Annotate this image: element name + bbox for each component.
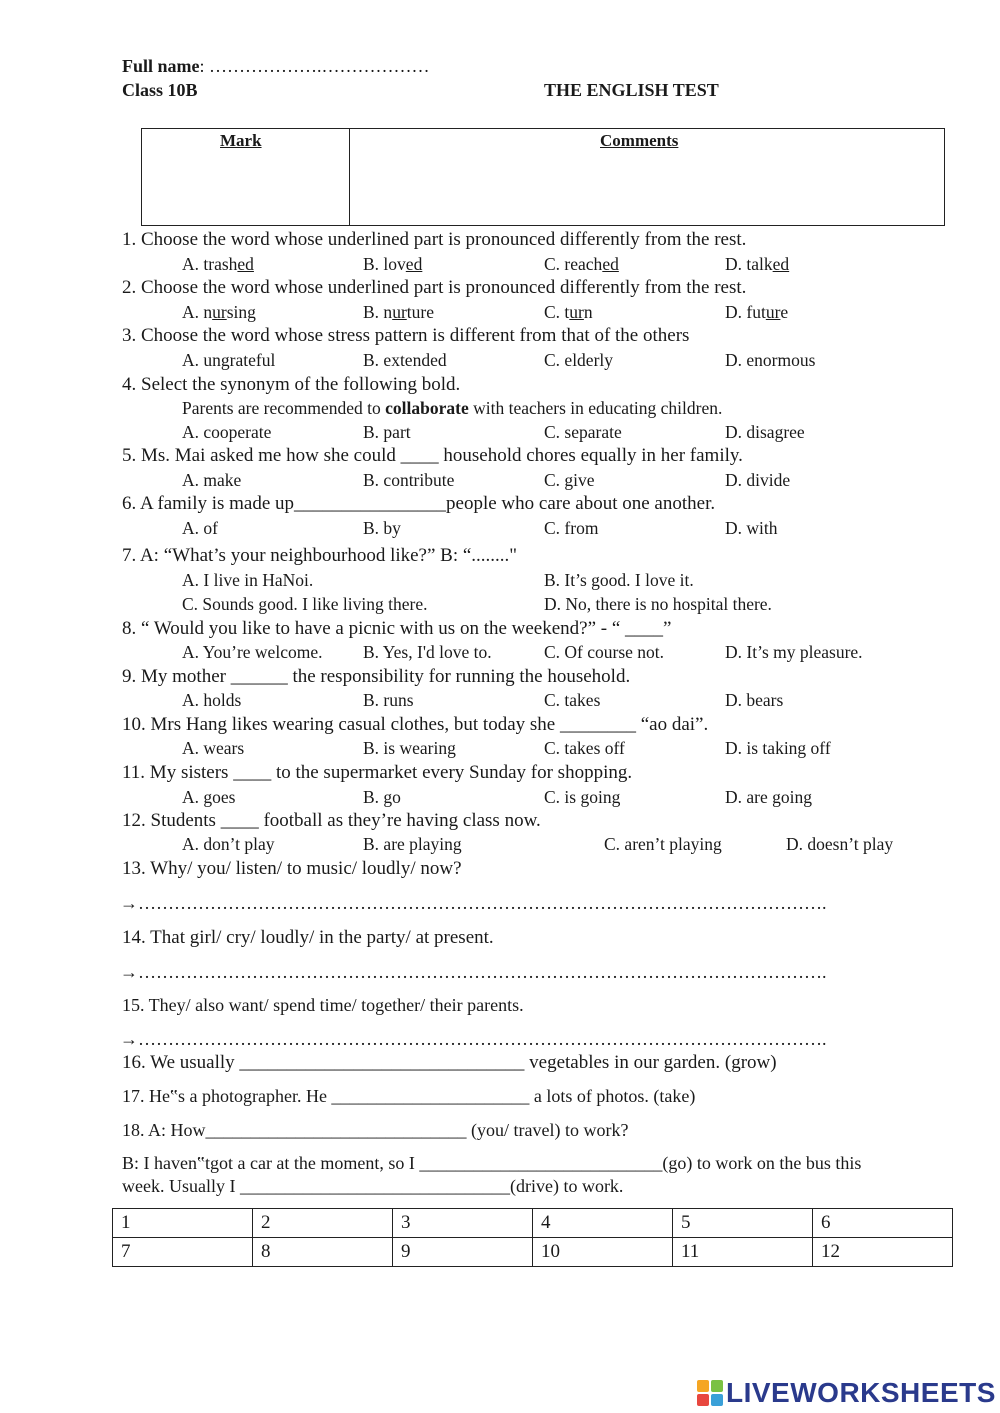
q17-stem[interactable]: 17. He‟s a photographer. He ______________________ a lots of photos. (take)	[122, 1086, 696, 1106]
q11-stem: 11. My sisters ____ to the supermarket every Sunday for shopping.	[122, 762, 633, 783]
q10-option-c[interactable]: C. takes off	[544, 738, 625, 758]
q10-option-d[interactable]: D. is taking off	[725, 738, 831, 758]
logo-square	[711, 1394, 723, 1406]
logo-square	[697, 1394, 709, 1406]
q2-option-b[interactable]: B. nurture	[363, 302, 434, 322]
q9-option-a[interactable]: A. holds	[182, 690, 242, 710]
answer-grid-row	[113, 1238, 953, 1267]
answer-cell[interactable]: 8	[253, 1238, 393, 1267]
q1-option-a[interactable]: A. trashed	[182, 254, 254, 274]
q7-option-d[interactable]: D. No, there is no hospital there.	[544, 594, 772, 614]
q1-option-d[interactable]: D. talked	[725, 254, 790, 274]
answer-cell[interactable]: 5	[673, 1209, 813, 1238]
q4-option-b[interactable]: B. part	[363, 422, 411, 442]
q3-option-c[interactable]: C. elderly	[544, 350, 614, 370]
brand-logo-icon	[697, 1380, 723, 1406]
q9-stem: 9. My mother ______ the responsibility for running the household.	[122, 666, 631, 687]
q18-line3[interactable]: week. Usually I ______________________________(drive) to work.	[122, 1176, 624, 1196]
q7-stem: 7. A: “What’s your neighbourhood like?” B: “........"	[122, 545, 518, 566]
answer-cell[interactable]: 6	[813, 1209, 953, 1238]
q2-option-a[interactable]: A. nursing	[182, 302, 256, 322]
q4-stem: 4. Select the synonym of the following bold.	[122, 374, 461, 395]
q4-option-d[interactable]: D. disagree	[725, 422, 805, 442]
q5-option-b[interactable]: B. contribute	[363, 470, 455, 490]
q18-line2[interactable]: B: I haven‟tgot a car at the moment, so I ___________________________(go) to work on the bus this	[122, 1153, 862, 1173]
q2-option-c[interactable]: C. turn	[544, 302, 593, 322]
q8-stem: 8. “ Would you like to have a picnic with us on the weekend?” - “ ____”	[122, 618, 672, 639]
q6-option-c[interactable]: C. from	[544, 518, 599, 538]
q2-stem: 2. Choose the word whose underlined part is pronounced differently from the rest.	[122, 277, 747, 298]
q13-stem: 13. Why/ you/ listen/ to music/ loudly/ now?	[122, 858, 462, 879]
q1-option-c[interactable]: C. reached	[544, 254, 619, 274]
q5-option-c[interactable]: C. give	[544, 470, 595, 490]
q7-option-b[interactable]: B. It’s good. I love it.	[544, 570, 694, 590]
q12-option-c[interactable]: C. aren’t playing	[604, 834, 722, 854]
q11-option-c[interactable]: C. is going	[544, 787, 621, 807]
table-divider	[349, 129, 350, 225]
q6-stem: 6. A family is made up________________people who care about one another.	[122, 493, 716, 514]
q3-option-b[interactable]: B. extended	[363, 350, 447, 370]
q3-stem: 3. Choose the word whose stress pattern is different from that of the others	[122, 325, 690, 346]
q3-option-d[interactable]: D. enormous	[725, 350, 816, 370]
mark-comments-table	[141, 128, 945, 226]
q9-option-d[interactable]: D. bears	[725, 690, 784, 710]
q10-stem: 10. Mrs Hang likes wearing casual clothes, but today she ________ “ao dai”.	[122, 714, 709, 735]
q11-option-b[interactable]: B. go	[363, 787, 401, 807]
q8-option-c[interactable]: C. Of course not.	[544, 642, 665, 662]
answer-cell[interactable]: 2	[253, 1209, 393, 1238]
logo-square	[697, 1380, 709, 1392]
q12-option-a[interactable]: A. don’t play	[182, 834, 275, 854]
q11-option-d[interactable]: D. are going	[725, 787, 812, 807]
q8-option-b[interactable]: B. Yes, I'd love to.	[363, 642, 492, 662]
answer-cell[interactable]: 7	[113, 1238, 253, 1267]
full-name-label: Full name	[122, 56, 200, 76]
answer-grid-row	[113, 1209, 953, 1238]
answer-cell[interactable]: 1	[113, 1209, 253, 1238]
q4-sentence: Parents are recommended to collaborate with teachers in educating children.	[182, 398, 723, 418]
q6-option-a[interactable]: A. of	[182, 518, 218, 538]
q1-option-b[interactable]: B. loved	[363, 254, 423, 274]
q6-option-d[interactable]: D. with	[725, 518, 778, 538]
q9-option-c[interactable]: C. takes	[544, 690, 601, 710]
q13-answer-line[interactable]: →…………………………………………………………………………………………………….	[120, 893, 827, 913]
q15-stem: 15. They/ also want/ spend time/ together/ their parents.	[122, 995, 524, 1015]
class-label: Class 10B	[122, 80, 198, 100]
q18-line1[interactable]: 18. A: How_____________________________ (you/ travel) to work?	[122, 1120, 629, 1140]
full-name-blank[interactable]: : ……………….………………	[199, 56, 430, 76]
mark-header: Mark	[220, 131, 262, 150]
q14-stem: 14. That girl/ cry/ loudly/ in the party/ at present.	[122, 927, 494, 948]
q5-option-d[interactable]: D. divide	[725, 470, 791, 490]
q3-option-a[interactable]: A. ungrateful	[182, 350, 276, 370]
answer-cell[interactable]: 4	[533, 1209, 673, 1238]
brand-name: LIVEWORKSHEETS	[726, 1377, 996, 1408]
logo-square	[711, 1380, 723, 1392]
q16-stem[interactable]: 16. We usually ______________________________ vegetables in our garden. (grow)	[122, 1052, 777, 1073]
answer-cell[interactable]: 3	[393, 1209, 533, 1238]
q7-option-c[interactable]: C. Sounds good. I like living there.	[182, 594, 428, 614]
answer-cell[interactable]: 12	[813, 1238, 953, 1267]
q9-option-b[interactable]: B. runs	[363, 690, 414, 710]
q5-option-a[interactable]: A. make	[182, 470, 242, 490]
answer-cell[interactable]: 9	[393, 1238, 533, 1267]
q10-option-b[interactable]: B. is wearing	[363, 738, 456, 758]
q1-stem: 1. Choose the word whose underlined part is pronounced differently from the rest.	[122, 229, 747, 250]
comments-header: Comments	[600, 131, 679, 150]
q4-option-a[interactable]: A. cooperate	[182, 422, 272, 442]
q8-option-a[interactable]: A. You’re welcome.	[182, 642, 323, 662]
q7-option-a[interactable]: A. I live in HaNoi.	[182, 570, 314, 590]
full-name-line	[122, 56, 430, 77]
q5-stem: 5. Ms. Mai asked me how she could ____ household chores equally in her family.	[122, 445, 743, 466]
test-title: THE ENGLISH TEST	[544, 80, 719, 100]
q6-option-b[interactable]: B. by	[363, 518, 401, 538]
q12-option-b[interactable]: B. are playing	[363, 834, 462, 854]
answer-cell[interactable]: 10	[533, 1238, 673, 1267]
q4-option-c[interactable]: C. separate	[544, 422, 622, 442]
q15-answer-line[interactable]: →…………………………………………………………………………………………………….	[120, 1029, 827, 1049]
q2-option-d[interactable]: D. future	[725, 302, 789, 322]
q11-option-a[interactable]: A. goes	[182, 787, 236, 807]
q8-option-d[interactable]: D. It’s my pleasure.	[725, 642, 863, 662]
q14-answer-line[interactable]: →…………………………………………………………………………………………………….	[120, 962, 827, 982]
liveworksheets-brand[interactable]	[697, 1378, 996, 1408]
q12-option-d[interactable]: D. doesn’t play	[786, 834, 894, 854]
q10-option-a[interactable]: A. wears	[182, 738, 245, 758]
answer-cell[interactable]: 11	[673, 1238, 813, 1267]
q12-stem: 12. Students ____ football as they’re having class now.	[122, 810, 541, 831]
answer-grid	[112, 1208, 953, 1267]
